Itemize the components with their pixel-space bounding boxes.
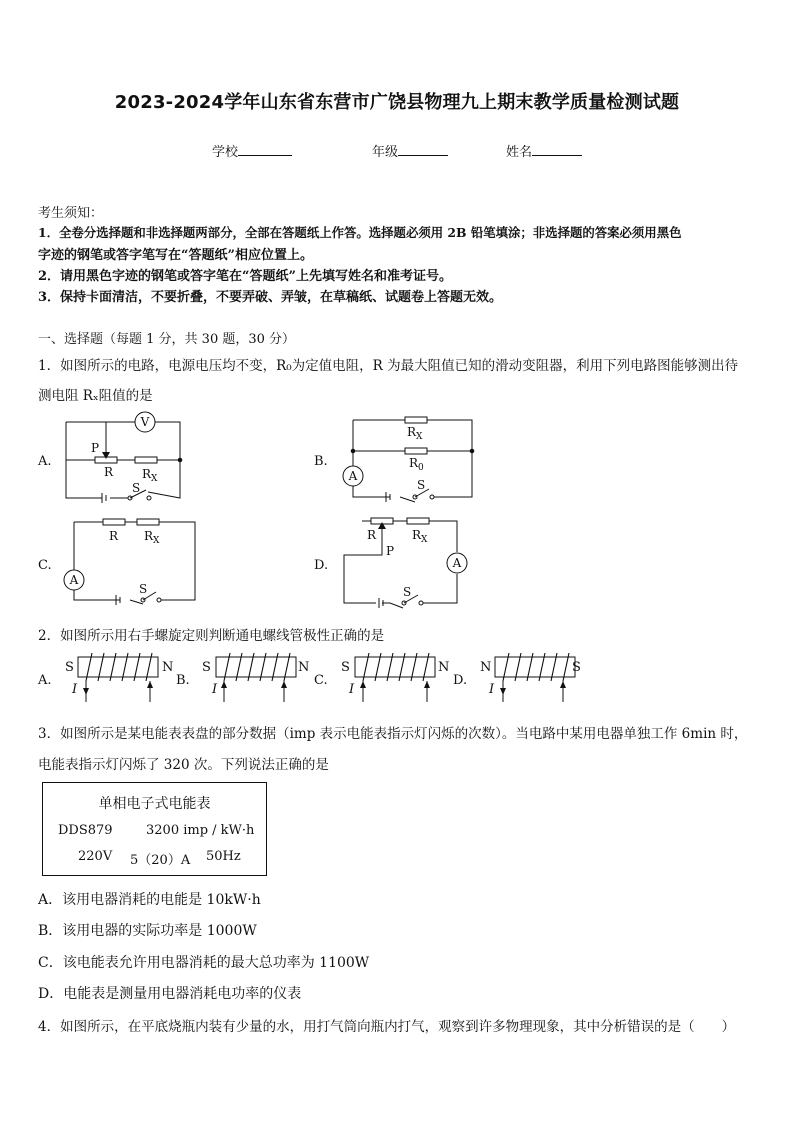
grade-field: 年级	[372, 141, 448, 160]
q3-option-b: B．该用电器的实际功率是 1000W	[38, 923, 257, 939]
q2-c-right-pole: N	[438, 660, 450, 675]
meter-frequency: 50Hz	[206, 849, 241, 864]
q2-b-left-pole: S	[202, 660, 211, 675]
q2-d-left-pole: N	[480, 660, 492, 675]
voltmeter-symbol: V	[140, 415, 150, 429]
rheostat-label-a: R	[104, 465, 114, 479]
ammeter-symbol-b: A	[348, 469, 358, 483]
rheostat-label-c: R	[109, 529, 119, 543]
notice-item-1-cont: 字迹的钢笔或答字笔写在“答题纸”相应位置上。	[38, 248, 313, 263]
switch-label-b: S	[417, 478, 426, 492]
q1-option-d-label: D.	[314, 558, 329, 573]
q3-option-c: C．该电能表允许用电器消耗的最大总功率为 1100W	[38, 955, 370, 971]
meter-constant: 3200 imp / kW·h	[146, 823, 255, 838]
meter-model: DDS879	[58, 823, 113, 838]
q1-option-b-label: B.	[314, 454, 328, 469]
q2-d-current: I	[489, 682, 495, 697]
switch-label-a: S	[132, 481, 141, 495]
q2-a-current: I	[72, 682, 78, 697]
question-3-text: 3．如图所示是某电能表表盘的部分数据（imp 表示电能表指示灯闪烁的次数）。当电路中某用电器单独工作 6min 时，	[38, 726, 748, 742]
q2-b-current: I	[212, 682, 218, 697]
q2-a-right-pole: N	[162, 660, 174, 675]
q2-d-right-pole: S	[572, 660, 581, 675]
section-heading: 一、选择题（每题 1 分，共 30 题，30 分）	[38, 332, 296, 347]
meter-title: 单相电子式电能表	[98, 796, 211, 812]
school-field: 学校	[212, 141, 292, 160]
meter-current: 5（20）A	[130, 853, 191, 868]
question-2-text: 2．如图所示用右手螺旋定则判断通电螺线管极性正确的是	[38, 628, 385, 644]
meter-voltage: 220V	[78, 849, 113, 864]
ammeter-symbol-c: A	[69, 573, 79, 587]
ammeter-symbol-d: A	[452, 556, 462, 570]
q2-option-b-label: B.	[176, 673, 190, 688]
q3-option-d: D．电能表是测量用电器消耗电功率的仪表	[38, 986, 302, 1002]
switch-label-c: S	[139, 582, 148, 596]
rx-label-b: $R_X$	[407, 425, 423, 442]
question-3-text-cont: 电能表指示灯闪烁了 320 次。下列说法正确的是	[38, 757, 329, 773]
q2-option-a-label: A.	[38, 673, 52, 688]
q1-option-c-label: C.	[38, 558, 52, 573]
r0-label-b: $R_0$	[409, 456, 424, 473]
q2-b-right-pole: N	[298, 660, 310, 675]
question-4-text: 4．如图所示，在平底烧瓶内装有少量的水，用打气筒向瓶内打气，观察到许多物理现象，其中分析错误的是（ ）	[38, 1019, 736, 1035]
slider-label-d: P	[386, 544, 395, 558]
q2-c-left-pole: S	[341, 660, 350, 675]
notice-item-3: 3．保持卡面清洁，不要折叠，不要弄破、弄皱，在草稿纸、试题卷上答题无效。	[38, 290, 503, 305]
notice-heading: 考生须知：	[38, 206, 104, 221]
q2-a-left-pole: S	[65, 660, 74, 675]
name-field: 姓名	[506, 141, 582, 160]
q2-option-d-label: D.	[453, 673, 468, 688]
q2-c-current: I	[349, 682, 355, 697]
question-2-figures	[0, 650, 794, 706]
rx-label-c: $R_X$	[144, 529, 160, 546]
q1-option-a-label: A.	[38, 454, 52, 469]
notice-item-1: 1．全卷分选择题和非选择题两部分，全部在答题纸上作答。选择题必须用 2B 铅笔填涂；非选择题的答案必须用黑色	[38, 225, 682, 240]
switch-label-d: S	[403, 585, 412, 599]
q3-option-a: A．该用电器消耗的电能是 10kW·h	[38, 892, 261, 908]
question-1-text: 1．如图所示的电路，电源电压均不变，R₀为定值电阻，R 为最大阻值已知的滑动变阻器，利用下列电路图能够测出待	[38, 358, 739, 374]
slider-label-a: P	[91, 441, 100, 455]
rx-label-d: $R_X$	[412, 528, 428, 545]
rheostat-label-d: R	[367, 528, 377, 542]
notice-item-2: 2．请用黑色字迹的钢笔或答字笔在“答题纸”上先填写姓名和准考证号。	[38, 269, 453, 284]
rx-label-a: $R_X$	[142, 467, 158, 484]
page-title: 2023-2024学年山东省东营市广饶县物理九上期末教学质量检测试题	[114, 92, 680, 113]
q2-option-c-label: C.	[314, 673, 328, 688]
meter-panel	[42, 782, 267, 876]
question-1-figures	[0, 405, 794, 615]
question-1-text-cont: 测电阻 Rₓ阻值的是	[38, 388, 153, 404]
